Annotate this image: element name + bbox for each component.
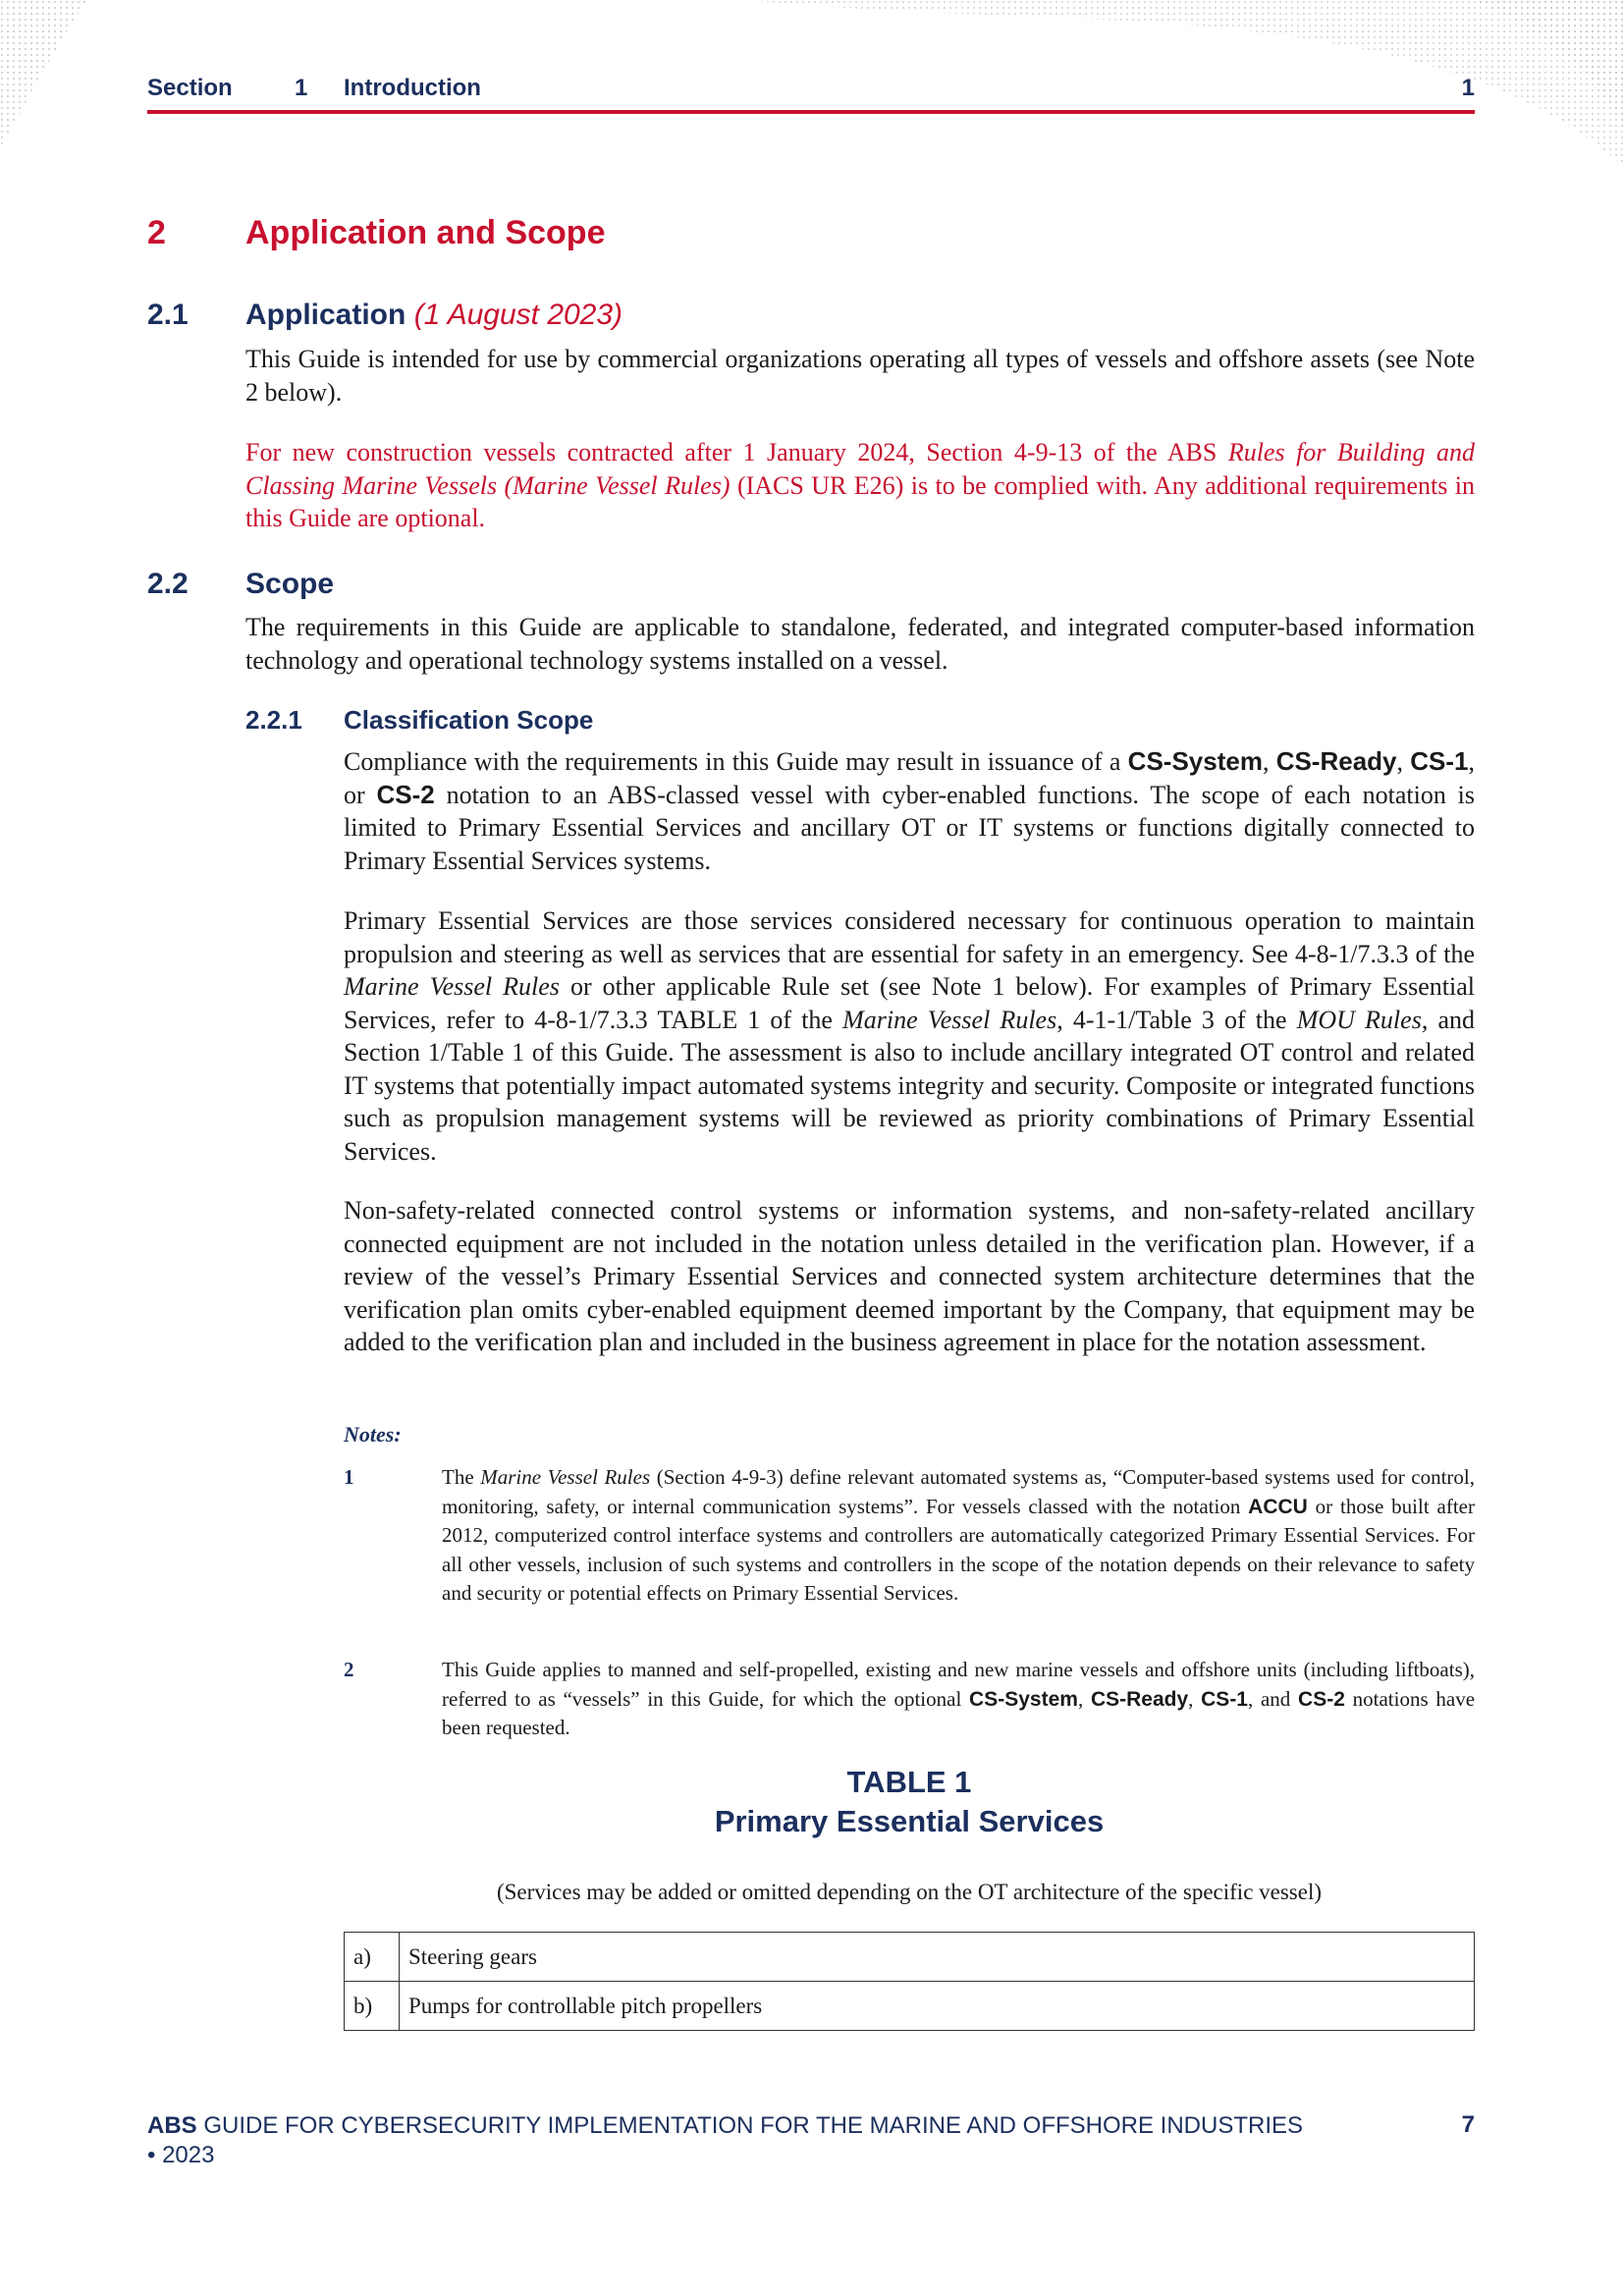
table-row (345, 1933, 1475, 1982)
amendment-date: (1 August 2023) (413, 299, 623, 331)
classification-paragraph-2 (344, 904, 1475, 1168)
running-header (147, 75, 1475, 114)
rules-reference: Marine Vessel Rules (842, 1005, 1057, 1034)
subsection-2-1-number: 2.1 (147, 299, 189, 331)
note-text: (Section 4-9-3) define relevant automated systems as, “Computer-based systems used for control, monitoring, safety, or internal communication systems”. For vessels classed with the notation (442, 1465, 1476, 1518)
notation-cs-1: CS-1 (1201, 1687, 1248, 1711)
note-text: notations have been requested. (442, 1686, 1476, 1739)
notation-cs-system: CS-System (1127, 746, 1263, 776)
note-text: The (442, 1465, 481, 1489)
classification-paragraph-1 (344, 745, 1475, 877)
note-text: or those built after 2012, computerized control interface systems and controllers are automatically categorized Primary Essential Services. For all other vessels, inclusion of such systems and controllers in the scope of the notation depends on their relevance to safety and security or potential effects on Primary Essential Services. (442, 1494, 1475, 1605)
footer-brand: ABS (147, 2112, 197, 2139)
notation-cs-2: CS-2 (376, 779, 435, 809)
note-2-number: 2 (344, 1658, 354, 1681)
table-row (345, 1982, 1475, 2031)
row-service: Pumps for controllable pitch propellers (400, 1982, 1475, 2031)
para-text: notation to an ABS-classed vessel with cyber-enabled functions. The scope of each notation is limited to Primary Essential Services and ancillary OT or IT systems or functions digitally connected to Primary Essential Services systems. (344, 780, 1475, 875)
notation-accu: ACCU (1248, 1495, 1308, 1518)
para-text: , or (344, 747, 1475, 809)
para-text: or other applicable Rule set (see Note 1 below). For examples of Primary Essential Services, refer to 4-8-1/7.3.3 TABLE 1 of the (344, 972, 1476, 1034)
note-text: , and (1248, 1686, 1299, 1711)
rules-reference: Marine Vessel Rules (344, 972, 560, 1001)
para-text: (IACS UR E26) is to be complied with. Any additional requirements in this Guide are optional. (245, 470, 1475, 532)
application-paragraph (245, 343, 1475, 409)
header-section-label: Section (147, 75, 233, 101)
classification-paragraph-3 (344, 1194, 1475, 1359)
subsection-2-1-heading (245, 299, 622, 332)
para-text: , (1262, 747, 1276, 776)
para-text: For new construction vessels contracted after 1 January 2024, Section 4-9-13 of the ABS (245, 438, 1228, 466)
note-text: , (1077, 1686, 1091, 1711)
rules-reference: Marine Vessel Rules (480, 1465, 651, 1489)
note-1-number: 1 (344, 1465, 354, 1489)
notation-cs-ready: CS-Ready (1090, 1687, 1189, 1711)
application-text: This Guide is intended for use by commercial organizations operating all types of vessels and offshore assets (see Note 2 below). (245, 345, 1475, 407)
subsection-2-2-1-title: Classification Scope (344, 705, 594, 735)
header-section-number: 1 (295, 75, 308, 101)
row-letter: a) (345, 1933, 400, 1982)
notation-cs-2: CS-2 (1298, 1687, 1345, 1711)
page-number: 7 (1461, 2111, 1475, 2138)
scope-text: The requirements in this Guide are applicable to standalone, federated, and integrated computer-based information technology and operational technology systems installed on a vessel. (245, 613, 1475, 675)
footer-title: GUIDE FOR CYBERSECURITY IMPLEMENTATION FOR THE MARINE AND OFFSHORE INDUSTRIES (196, 2112, 1304, 2139)
para-text: Compliance with the requirements in this Guide may result in issuance of a (344, 747, 1128, 776)
scope-paragraph (245, 611, 1475, 677)
notation-cs-system: CS-System (969, 1687, 1078, 1711)
row-service: Steering gears (400, 1933, 1475, 1982)
header-rule (147, 110, 1475, 114)
running-footer (147, 2111, 1303, 2170)
header-page-ref: 1 (1461, 75, 1475, 101)
primary-essential-services-table (344, 1932, 1475, 2031)
subsection-2-2-number: 2.2 (147, 568, 189, 600)
table-label: TABLE 1 (846, 1765, 972, 1799)
note-1-text (442, 1463, 1475, 1609)
subsection-2-2-title: Scope (245, 568, 335, 600)
table-title: Primary Essential Services (714, 1804, 1105, 1838)
notation-cs-ready: CS-Ready (1275, 746, 1397, 776)
table-subtitle: (Services may be added or omitted depending on the OT architecture of the specific vessel) (496, 1880, 1323, 1904)
notes-title: Notes: (344, 1422, 402, 1447)
para-text: , and Section 1/Table 1 of this Guide. The assessment is also to include ancillary integrated OT control and related IT systems that potentially impact automated systems integrity and security. Composite or integrated functions such as propulsion management systems will be reviewed as priority combinations of Primary Essential Services. (344, 1005, 1475, 1166)
para-text: , (1396, 747, 1411, 776)
subsection-2-2-1-number: 2.2.1 (245, 705, 302, 735)
new-construction-paragraph (245, 436, 1475, 535)
header-section-title: Introduction (344, 75, 481, 101)
para-text: Non-safety-related connected control systems or information systems, and non-safety-related ancillary connected equipment are not included in the notation unless detailed in the verification plan. However, if a review of the vessel’s Primary Essential Services and connected system architecture determines that the verification plan omits cyber-enabled equipment deemed important by the Company, that equipment may be added to the verification plan and included in the business agreement in place for the notation assessment. (344, 1196, 1475, 1356)
note-text: This Guide applies to manned and self-propelled, existing and new marine vessels and offshore units (including liftboats), referred to as “vessels” in this Guide, for which the optional (442, 1658, 1475, 1711)
section-title: Application and Scope (245, 214, 606, 251)
rules-reference: Rules for Building and Classing Marine Vessels (Marine Vessel Rules) (245, 438, 1475, 500)
para-text: , 4-1-1/Table 3 of the (1056, 1005, 1297, 1034)
notation-cs-1: CS-1 (1410, 746, 1469, 776)
para-text: Primary Essential Services are those services considered necessary for continuous operation to maintain propulsion and steering as well as services that are essential for safety in an emergency. See 4-8-1/7.3.3 of the (344, 906, 1475, 968)
rules-reference: MOU Rules (1296, 1005, 1422, 1034)
note-text: , (1188, 1686, 1202, 1711)
footer-year: • 2023 (147, 2142, 215, 2168)
section-number: 2 (147, 214, 166, 251)
subsection-2-1-title: Application (245, 299, 406, 331)
note-2-text (442, 1656, 1475, 1743)
footer-line (147, 2111, 1303, 2141)
row-letter: b) (345, 1982, 400, 2031)
